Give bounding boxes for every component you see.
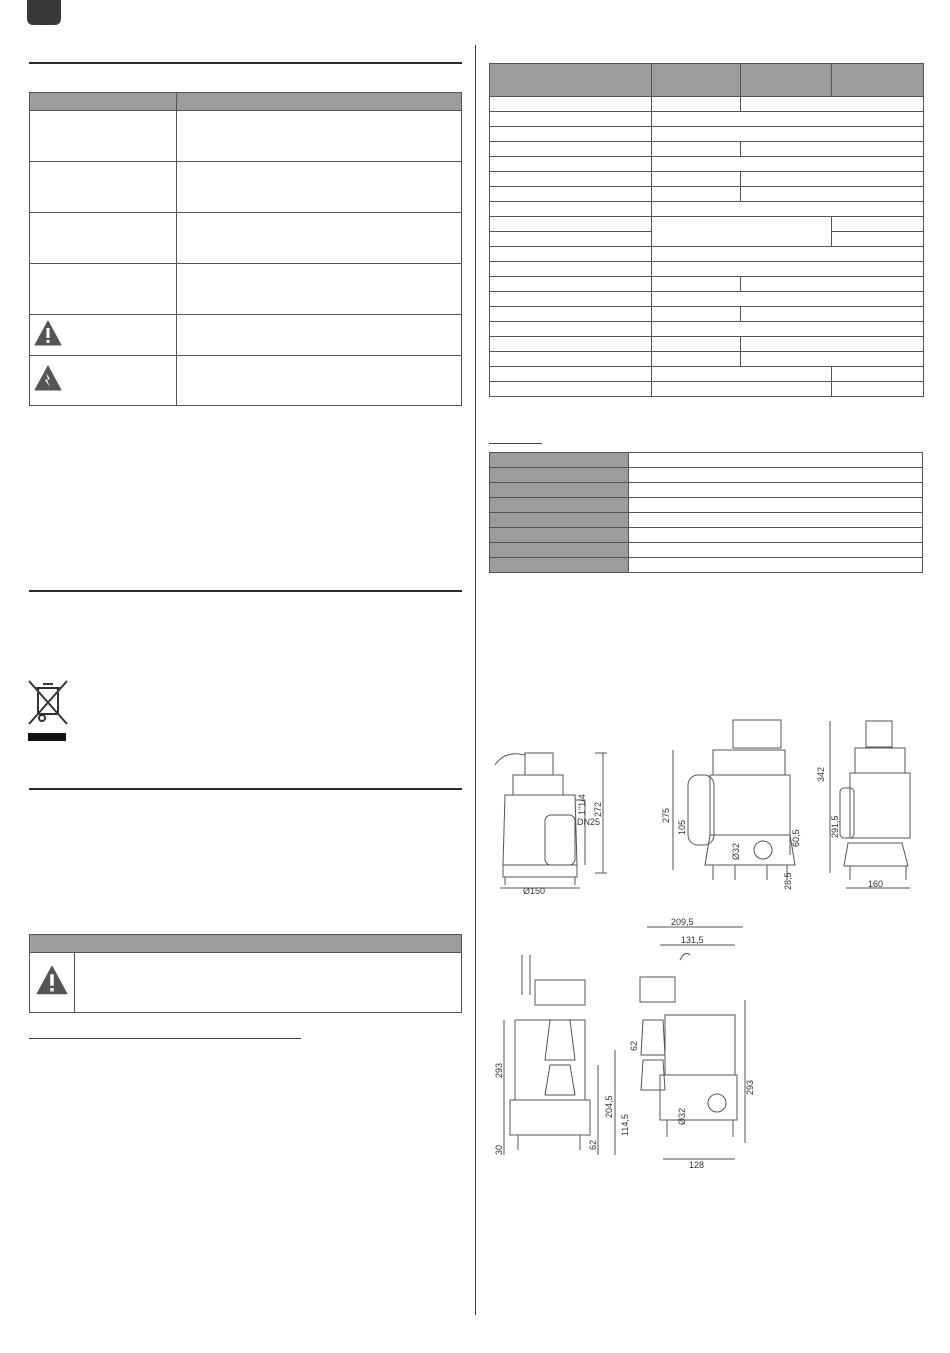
tech-cell [741, 97, 924, 112]
tech-row-label [490, 232, 652, 247]
tech-row-label [490, 352, 652, 367]
tech-cell [652, 262, 924, 277]
tech-cell [652, 187, 741, 202]
material-value [629, 453, 923, 468]
symbols-table-cell [30, 264, 177, 315]
tech-cell [832, 367, 924, 382]
tech-cell [652, 307, 741, 322]
material-value [629, 483, 923, 498]
section-rule-top [29, 62, 462, 64]
tech-cell [652, 112, 924, 127]
d5-hole-label: Ø32 [677, 1107, 687, 1125]
warning-cell [30, 315, 177, 356]
tech-row-label [490, 217, 652, 232]
tech-cell [741, 337, 924, 352]
symbols-table-cell [30, 213, 177, 264]
tech-cell [832, 382, 924, 397]
pump-drawing-1 [485, 745, 615, 895]
material-label [490, 558, 629, 573]
tech-row-label [490, 292, 652, 307]
d4-level-label: 114,5 [620, 1114, 630, 1136]
d2-foot-label: 28,5 [783, 872, 793, 890]
d2-outlet-height-label: 60,5 [791, 829, 801, 847]
tech-row-label [490, 157, 652, 172]
d1-outlet-label: DN25 [577, 817, 601, 827]
material-value [629, 558, 923, 573]
tech-row-label [490, 112, 652, 127]
symbols-table [29, 92, 462, 406]
tech-cell [652, 337, 741, 352]
materials-table [489, 452, 923, 573]
electric-cell [30, 356, 177, 406]
tech-cell [652, 142, 741, 157]
warning-box-icon-cell [30, 953, 75, 1013]
tech-cell [741, 142, 924, 157]
tech-cell [652, 277, 741, 292]
material-value [629, 543, 923, 558]
material-value [629, 528, 923, 543]
material-label [490, 483, 629, 498]
tech-cell [652, 202, 924, 217]
tech-cell [652, 157, 924, 172]
tech-row-label [490, 367, 652, 382]
section-rule-disposal [29, 590, 462, 592]
d1-diameter-label: Ø150 [523, 886, 546, 895]
material-label [490, 543, 629, 558]
tech-row-label [490, 277, 652, 292]
tech-row-label [490, 172, 652, 187]
column-divider [475, 45, 476, 1315]
page-header-tab [27, 0, 61, 25]
pump-drawing-5 [625, 915, 755, 1170]
electric-hazard-icon [34, 365, 62, 391]
technical-data-table [489, 63, 924, 397]
tech-header-model-2 [741, 64, 832, 97]
tech-row-label [490, 202, 652, 217]
tech-header-model-1 [652, 64, 741, 97]
tech-cell [741, 172, 924, 187]
material-label [490, 528, 629, 543]
tech-cell [652, 172, 741, 187]
symbols-table-cell [177, 356, 462, 406]
d4-base-label: 30 [494, 1144, 504, 1155]
symbols-table-header-col1 [30, 93, 177, 111]
tech-row-label [490, 307, 652, 322]
material-label [490, 498, 629, 513]
d5-width-total-label: 209,5 [671, 917, 694, 927]
d5-float-label: 62 [629, 1040, 639, 1051]
tech-cell [652, 322, 924, 337]
tech-row-label [490, 97, 652, 112]
warning-box [29, 934, 462, 1013]
warning-triangle-icon [36, 965, 68, 995]
d3-height-label: 342 [816, 766, 826, 782]
tech-row-label [490, 187, 652, 202]
material-label [490, 453, 629, 468]
tech-row-label [490, 142, 652, 157]
tech-cell [741, 187, 924, 202]
warning-triangle-icon [34, 320, 62, 346]
warning-box-text [75, 953, 462, 1013]
symbols-table-cell [177, 162, 462, 213]
d2-height-label: 275 [661, 807, 671, 823]
tech-cell [832, 217, 924, 232]
material-value [629, 468, 923, 483]
material-label [490, 468, 629, 483]
section-rule-installation [29, 788, 462, 790]
d4-low-label: 62 [588, 1139, 598, 1150]
d3-width-label: 160 [868, 879, 884, 889]
tech-cell [652, 97, 741, 112]
pump-drawing-2 [655, 715, 805, 900]
d4-float-height-label: 204,5 [604, 1095, 614, 1118]
tech-row-label [490, 127, 652, 142]
tech-cell [652, 247, 924, 262]
d5-base-width-label: 128 [689, 1160, 705, 1170]
d5-width-top-label: 131,5 [681, 935, 704, 945]
symbols-table-cell [177, 111, 462, 162]
d5-height-label: 293 [745, 1079, 755, 1095]
tech-cell [741, 277, 924, 292]
tech-row-label [490, 262, 652, 277]
symbols-table-cell [30, 162, 177, 213]
symbols-table-cell [177, 213, 462, 264]
material-label [490, 513, 629, 528]
d4-height-label: 293 [494, 1062, 504, 1078]
symbols-table-cell [30, 111, 177, 162]
tech-cell [741, 307, 924, 322]
warning-box-header [30, 935, 462, 953]
pump-drawing-3 [810, 718, 922, 898]
symbols-table-cell [177, 264, 462, 315]
tech-header-model-3 [832, 64, 924, 97]
tech-row-label [490, 247, 652, 262]
tech-cell [741, 352, 924, 367]
tech-cell [652, 382, 832, 397]
tech-row-label [490, 382, 652, 397]
tech-row-label [490, 337, 652, 352]
d3-body-label: 291,5 [830, 815, 840, 838]
d2-float-label: 105 [677, 819, 687, 835]
material-value [629, 498, 923, 513]
subsection-underline [29, 1038, 301, 1039]
materials-heading-underline [489, 443, 542, 444]
d2-hole-label: Ø32 [731, 842, 741, 860]
tech-cell [652, 217, 832, 247]
tech-row-label [490, 322, 652, 337]
tech-cell [652, 367, 832, 382]
pump-drawing-4 [490, 950, 630, 1165]
material-value [629, 513, 923, 528]
crossed-bin-icon [26, 678, 70, 742]
d1-height-label: 272 [593, 801, 603, 817]
d1-thread-label: 1"1/4 [577, 794, 587, 815]
tech-cell [832, 232, 924, 247]
tech-cell [652, 292, 924, 307]
symbols-table-cell [177, 315, 462, 356]
tech-cell [652, 127, 924, 142]
tech-cell [652, 352, 741, 367]
symbols-table-header-col2 [177, 93, 462, 111]
tech-header-label [490, 64, 652, 97]
